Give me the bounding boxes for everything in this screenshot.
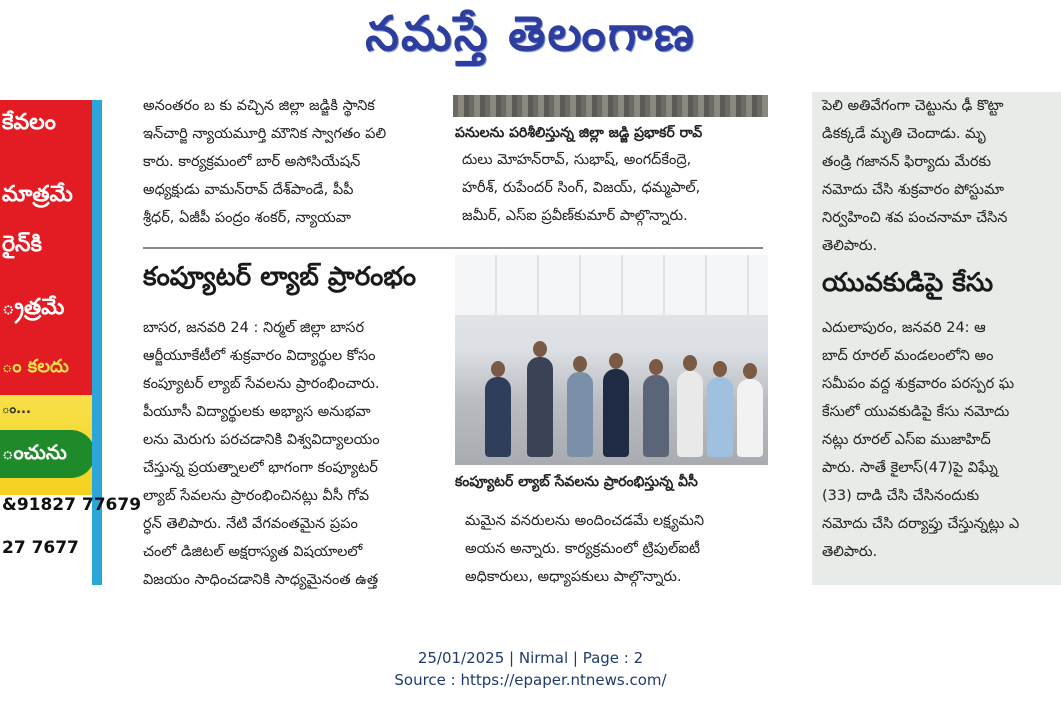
text-line: బాసర, జనవరి 24 : నిర్మల్ జిల్లా బాసర — [143, 320, 365, 336]
article-top-col2 — [462, 146, 767, 230]
photo-person-head — [683, 355, 697, 371]
photo-person — [737, 379, 763, 457]
text-line: శ్రీధర్, ఏజీపీ పంద్రం శంకర్, న్యాయవా — [143, 210, 351, 226]
text-line: తెలిపారు. — [822, 238, 878, 254]
text-line: ర్ధన్ తెలిపారు. నేటి వేగవంతమైన ప్రపం — [143, 516, 358, 532]
text-line: పెలి అతివేగంగా చెట్టును ఢీ కొట్టా — [822, 98, 1004, 114]
ad-text: కేవలం — [2, 110, 56, 135]
text-line: అధ్యక్షుడు వామన్‌రావ్ దేశ్‌పాండే, పీపీ — [143, 182, 354, 198]
ad-text: రైన్‌కి — [2, 232, 42, 257]
text-line: విజయం సాధించడానికి సాధ్యమైనంత ఉత్త — [143, 572, 379, 588]
photo-person-head — [533, 341, 547, 357]
ad-text: మాత్రమే — [2, 182, 73, 207]
photo-person-head — [491, 361, 505, 377]
article-body-col1 — [143, 314, 448, 594]
text-line: అయన అన్నారు. కార్యక్రమంలో ట్రిపుల్‌ఐటీ — [465, 541, 701, 557]
text-line: అధికారులు, అధ్యాపకులు పాల్గొన్నారు. — [465, 569, 682, 585]
photo-person — [485, 377, 511, 457]
text-line: ఎదులాపురం, జనవరి 24: ఆ — [822, 320, 986, 336]
article-body-col2 — [465, 507, 770, 591]
footer-date-line: 25/01/2025 | Nirmal | Page : 2 — [417, 649, 644, 667]
text-line: డికక్కడే మృతి చెందాడు. మృ — [822, 126, 986, 142]
article-headline: కంప్యూటర్ ల్యాబ్ ప్రారంభం — [143, 262, 417, 292]
text-line: కేసులో యువకుడిపై కేసు నమోదు — [822, 404, 1010, 420]
photo-person-head — [713, 361, 727, 377]
text-line: దులు మోహన్‌రావ్, సుభాష్, అంగద్‌కేంద్రె, — [462, 152, 692, 168]
ad-text: ం... — [2, 402, 31, 417]
text-line: ఆర్జీయూకేటీలో శుక్రవారం విద్యార్థుల కోసం — [143, 348, 376, 364]
text-line: కారు. కార్యక్రమంలో బార్ అసోసియేషన్ — [143, 154, 361, 170]
text-line: పారు. సాతే కైలాస్(47)పై విఘ్నే — [822, 460, 998, 476]
masthead — [0, 0, 1061, 80]
photo-person — [677, 371, 703, 457]
text-line: నిర్వహించి శవ పంచనామా చేసిన — [822, 210, 1008, 226]
text-line: నమోదు చేసి శుక్రవారం పోస్టుమా — [822, 182, 1004, 198]
text-line: మమైన వనరులను అందించడమే లక్ష్యమని — [465, 513, 705, 529]
top-photo-strip — [453, 95, 768, 117]
text-line: (33) దాడి చేసి చేసినందుకు — [822, 488, 980, 504]
footer-source-link[interactable]: Source : https://epaper.ntnews.com/ — [394, 671, 667, 689]
text-line: చంలో డిజిటల్ అక్షరాస్యత విషయాలలో — [143, 544, 363, 560]
photo-person — [707, 377, 733, 457]
text-line: ఇన్‌చార్జి న్యాయమూర్తి మౌనిక స్వాగతం పలి — [143, 126, 387, 142]
text-line: తండ్రి గజానన్ ఫిర్యాదు మేరకు — [822, 154, 992, 170]
text-line: బాద్ రూరల్ మండలంలోని అం — [822, 348, 994, 364]
ad-phone: 27 7677 — [2, 538, 79, 558]
article-top-col3 — [822, 92, 1061, 260]
ad-phone: &91827 77679 — [2, 495, 142, 515]
article-headline: యువకుడిపై కేసు — [822, 268, 994, 298]
section-divider — [143, 247, 763, 249]
ad-text: ్రత్రమే — [2, 295, 65, 320]
top-photo-caption: పనులను పరిశీలిస్తున్న జిల్లా జడ్జి ప్రభాకర్ రావ్ — [455, 125, 703, 141]
photo-person-head — [649, 359, 663, 375]
photo-person — [527, 357, 553, 457]
photo-person — [567, 372, 593, 457]
text-line: తెలిపారు. — [822, 544, 878, 560]
text-line: పీయూసీ విద్యార్థులకు అభ్యాస అనుభవా — [143, 404, 371, 420]
text-line: కంప్యూటర్ ల్యాబ్ సేవలను ప్రారంభించారు. — [143, 376, 380, 392]
page-footer — [0, 647, 1061, 691]
text-line: ల్యాబ్ సేవలను ప్రారంభించినట్లు వీసీ గోవ — [143, 488, 370, 504]
photo-person-head — [573, 356, 587, 372]
text-line: అనంతరం బ కు వచ్చిన జిల్లా జడ్జికి స్థానిక — [143, 98, 375, 114]
ad-text: ంచును — [2, 440, 67, 464]
photo-person-head — [609, 353, 623, 369]
photo-person — [643, 375, 669, 457]
ad-text: ం కలదు — [2, 356, 69, 377]
text-line: సమీపం వద్ద శుక్రవారం పరస్పర ఘ — [822, 376, 1015, 392]
masthead-title: నమస్తే తెలంగాణ — [365, 6, 696, 62]
photo-caption: కంప్యూటర్ ల్యాబ్ సేవలను ప్రారంభిస్తున్న వీసీ — [455, 474, 698, 490]
photo-person — [603, 369, 629, 457]
article-photo — [455, 255, 768, 465]
text-line: చేస్తున్న ప్రయత్నాలలో భాగంగా కంప్యూటర్ — [143, 460, 378, 476]
photo-person-head — [743, 363, 757, 379]
photo-ceiling — [455, 255, 768, 315]
text-line: హరీశ్, రుపేందర్ సింగ్, విజయ్, ధమ్మపాల్, — [462, 180, 701, 196]
text-line: నట్లు రూరల్ ఎస్ఐ ముజాహిద్ — [822, 432, 991, 448]
text-line: లను మెరుగు పరచడానికి విశ్వవిద్యాలయం — [143, 432, 380, 448]
article-body-col3 — [822, 314, 1061, 566]
text-line: జమీర్, ఎస్ఐ ప్రవీణ్‌కుమార్ పాల్గొన్నారు. — [462, 208, 688, 224]
article-top-col1 — [143, 92, 448, 232]
text-line: నమోదు చేసి దర్యాప్తు చేస్తున్నట్లు ఎ — [822, 516, 1020, 532]
advertisement — [0, 100, 142, 585]
